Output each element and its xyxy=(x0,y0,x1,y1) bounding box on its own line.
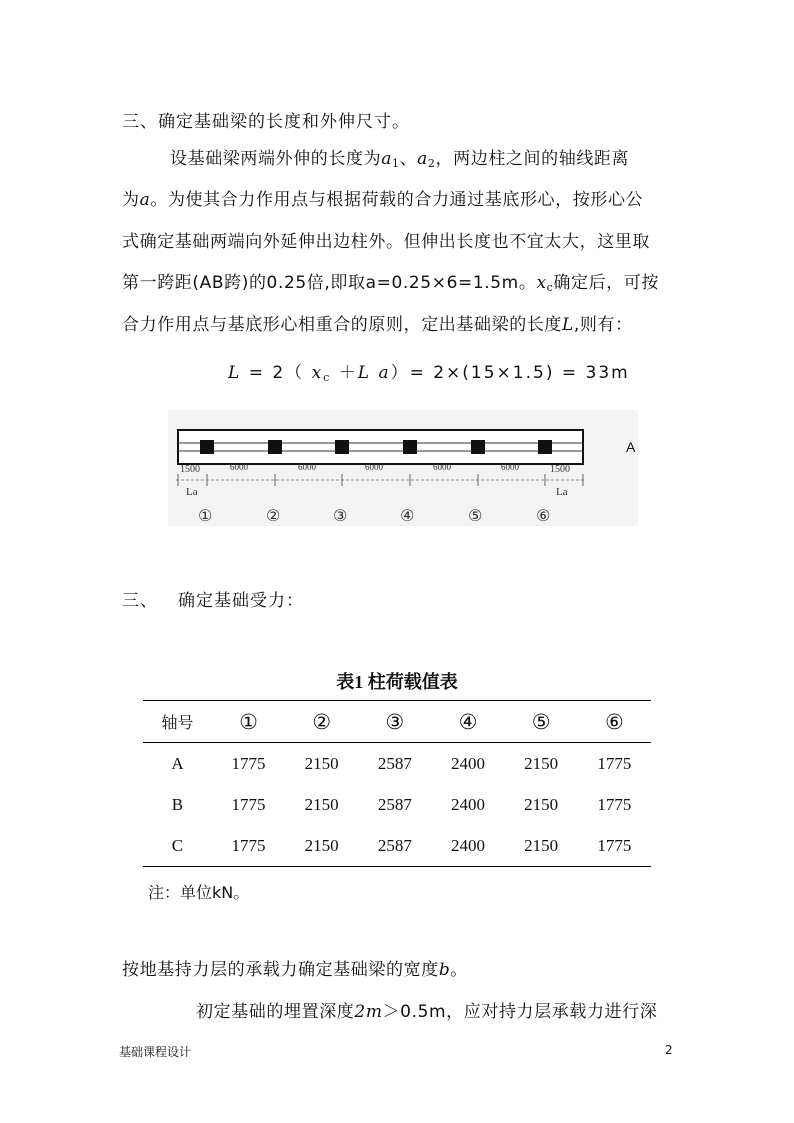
formula-part1: = 2（ xyxy=(248,363,305,383)
dim-6000-4: 6000 xyxy=(433,462,451,472)
dim-6000-1: 6000 xyxy=(230,462,248,472)
para1-line4-text-b: 确定后，可按 xyxy=(553,273,659,293)
var-L: L xyxy=(562,315,574,335)
section-heading-beam-length: 三、确定基础梁的长度和外伸尺寸。 xyxy=(122,112,410,132)
section-heading-force-text: 确定基础受力： xyxy=(178,591,304,611)
header-col-5: ⑤ xyxy=(505,701,578,743)
dim-6000-5: 6000 xyxy=(501,462,519,472)
table-row xyxy=(143,825,651,867)
axis-label-4: ④ xyxy=(400,506,415,525)
header-col-6: ⑥ xyxy=(578,701,651,743)
label-la-left: La xyxy=(186,486,198,498)
table-cell: 2400 xyxy=(451,753,485,773)
column-2 xyxy=(268,440,282,454)
table-cell: 2587 xyxy=(358,825,431,867)
para3 xyxy=(196,1004,657,1021)
formula-length xyxy=(228,358,630,384)
footer-title: 基础课程设计 xyxy=(119,1045,192,1059)
table-row xyxy=(143,784,651,825)
para3-text-a: 初定基础的埋置深度 xyxy=(196,1002,355,1022)
table-caption: 表1 柱荷载值表 xyxy=(336,672,458,692)
para1-line2-text-a: 为 xyxy=(122,190,140,210)
formula-La: L a xyxy=(357,363,391,383)
var-a: a xyxy=(139,190,151,210)
para1-line5-text-a: 合力作用点与基底形心相重合的原则，定出基础梁的长度 xyxy=(122,315,562,335)
dim-1500-right: 1500 xyxy=(550,464,570,475)
dim-6000-3: 6000 xyxy=(365,462,383,472)
table-cell: 2150 xyxy=(304,794,339,814)
var-a1: $a_1$ xyxy=(381,149,400,170)
row-label: A xyxy=(171,753,184,773)
dim-6000-2: 6000 xyxy=(298,462,316,472)
para1-line1 xyxy=(170,151,629,169)
table-cell: 2150 xyxy=(524,753,559,773)
para2 xyxy=(122,962,468,979)
table-cell: 1775 xyxy=(231,794,266,814)
axis-label-2: ② xyxy=(266,506,281,525)
table-cell: 2150 xyxy=(304,753,339,773)
section-heading-force-number: 三、 xyxy=(122,591,158,611)
table-cell: 1775 xyxy=(597,794,632,814)
table-cell: 2150 xyxy=(285,825,358,867)
header-col-4: ④ xyxy=(431,701,504,743)
table-cell: 1775 xyxy=(597,753,632,773)
dim-1500-left: 1500 xyxy=(180,464,200,475)
table-cell: 1775 xyxy=(231,753,266,773)
row-label-A: A xyxy=(626,439,636,455)
axis-label-3: ③ xyxy=(333,506,348,525)
column-4 xyxy=(403,440,417,454)
para1-line2 xyxy=(122,192,643,209)
var-b: b xyxy=(438,960,451,980)
formula-part3: ）= 2×(15×1.5) = 33m xyxy=(390,363,630,383)
header-col-1: ① xyxy=(212,701,285,743)
row-label: B xyxy=(171,794,184,814)
column-1 xyxy=(200,440,214,454)
para1-line1-text-a: 设基础梁两端外伸的长度为 xyxy=(170,149,382,169)
para1-line3: 式确定基础两端向外延伸出边柱外。但伸出长度也不宜太大，这里取 xyxy=(122,232,650,252)
label-la-right: La xyxy=(556,486,568,498)
formula-part2: ＋ xyxy=(338,363,358,383)
para1-line4 xyxy=(122,275,659,293)
depth-value: 2m xyxy=(354,1002,383,1022)
para2-text-a: 按地基持力层的承载力确定基础梁的宽度 xyxy=(122,960,439,980)
table-note: 注：单位kN。 xyxy=(148,883,250,902)
table-cell: 2587 xyxy=(377,794,412,814)
para1-line1-text-b: ，两边柱之间的轴线距离 xyxy=(435,149,630,169)
row-label: C xyxy=(143,825,212,867)
var-a2: $a_2$ xyxy=(417,149,436,170)
header-col-3: ③ xyxy=(358,701,431,743)
table-row xyxy=(143,743,651,785)
header-axis: 轴号 xyxy=(143,701,212,743)
formula-L: L xyxy=(228,363,242,383)
para1-line5-text-b: ,则有： xyxy=(573,315,633,335)
page-number: 2 xyxy=(665,1043,673,1057)
column-3 xyxy=(335,440,349,454)
beam-outline xyxy=(178,430,583,464)
table-cell: 2150 xyxy=(505,825,578,867)
para1-line4-text-a: 第一跨距(AB跨)的0.25倍,即取a=0.25×6=1.5m。 xyxy=(122,273,537,293)
para2-text-b: 。 xyxy=(450,960,468,980)
var-xc: $x_c$ xyxy=(536,273,554,294)
column-6 xyxy=(538,440,552,454)
para1-sep: 、 xyxy=(399,149,418,169)
table-cell: 1775 xyxy=(212,825,285,867)
table-cell: 2150 xyxy=(524,794,559,814)
header-col-2: ② xyxy=(285,701,358,743)
axis-label-1: ① xyxy=(198,506,213,525)
para1-line2-text-b: 。为使其合力作用点与根据荷载的合力通过基底形心，按形心公 xyxy=(150,190,644,210)
axis-label-5: ⑤ xyxy=(468,506,483,525)
table-cell: 2587 xyxy=(377,753,412,773)
column-5 xyxy=(471,440,485,454)
foundation-beam-figure xyxy=(168,410,648,532)
table-header-row xyxy=(143,701,651,743)
table-cell: 2400 xyxy=(451,794,485,814)
formula-x: $x_c$ xyxy=(311,363,332,384)
para3-text-b: ＞0.5m，应对持力层承载力进行深 xyxy=(382,1002,658,1022)
table-cell: 1775 xyxy=(578,825,651,867)
table-cell: 2400 xyxy=(431,825,504,867)
column-load-table xyxy=(143,700,651,867)
axis-label-6: ⑥ xyxy=(536,506,551,525)
para1-line5 xyxy=(122,317,633,334)
